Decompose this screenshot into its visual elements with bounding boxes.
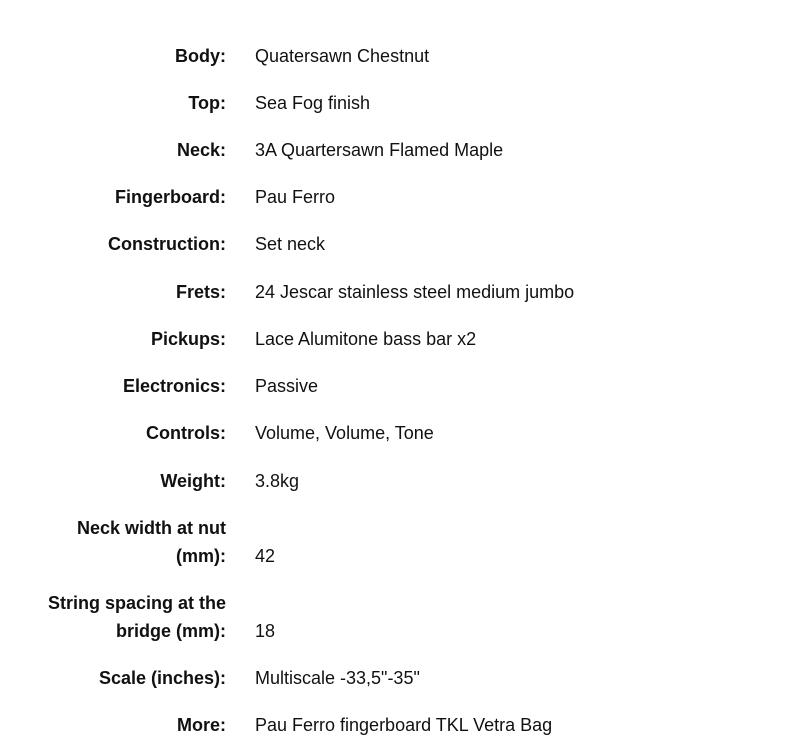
spec-label: Neck width at nut (mm):: [76, 518, 226, 566]
spec-row-fingerboard: [0, 169, 800, 217]
spec-label: Pickups:: [150, 329, 226, 349]
spec-row-construction: [0, 216, 800, 264]
spec-row-body: [0, 28, 800, 76]
spec-row-more: [0, 697, 800, 745]
spec-value: Pau Ferro fingerboard TKL Vetra Bag: [255, 715, 553, 735]
spec-value: Pau Ferro: [255, 187, 336, 207]
spec-row-neck-width: [0, 500, 800, 576]
spec-value: 3.8kg: [255, 471, 300, 491]
spec-label: Controls:: [146, 423, 226, 443]
spec-label: Electronics:: [122, 376, 226, 396]
spec-label: Neck:: [176, 140, 226, 160]
spec-value: 24 Jescar stainless steel medium jumbo: [255, 282, 575, 302]
spec-value: Lace Alumitone bass bar x2: [255, 329, 477, 349]
spec-value: Volume, Volume, Tone: [255, 423, 434, 443]
spec-row-frets: [0, 264, 800, 312]
spec-row-pickups: [0, 311, 800, 359]
spec-label: Construction:: [108, 234, 226, 254]
spec-value: 3A Quartersawn Flamed Maple: [255, 140, 504, 160]
spec-row-string-spacing: [0, 575, 800, 651]
spec-value: Set neck: [255, 234, 326, 254]
spec-label: Fingerboard:: [115, 187, 226, 207]
spec-label: More:: [177, 715, 226, 735]
spec-value: 42: [255, 546, 276, 566]
spec-row-electronics: [0, 358, 800, 406]
spec-row-controls: [0, 405, 800, 453]
spec-value: Quatersawn Chestnut: [255, 46, 430, 66]
spec-label: Frets:: [175, 282, 226, 302]
spec-value: Passive: [255, 376, 319, 396]
spec-label: String spacing at the bridge (mm):: [47, 593, 226, 641]
spec-value: Multiscale -33,5"-35": [255, 668, 420, 688]
spec-row-neck: [0, 122, 800, 170]
spec-label: Top:: [188, 93, 226, 113]
spec-label: Scale (inches):: [98, 668, 226, 688]
spec-row-top: [0, 75, 800, 123]
spec-row-weight: [0, 453, 800, 501]
spec-label: Body:: [175, 46, 226, 66]
spec-row-scale: [0, 650, 800, 698]
spec-value: 18: [255, 621, 276, 641]
spec-value: Sea Fog finish: [255, 93, 371, 113]
spec-label: Weight:: [160, 471, 226, 491]
